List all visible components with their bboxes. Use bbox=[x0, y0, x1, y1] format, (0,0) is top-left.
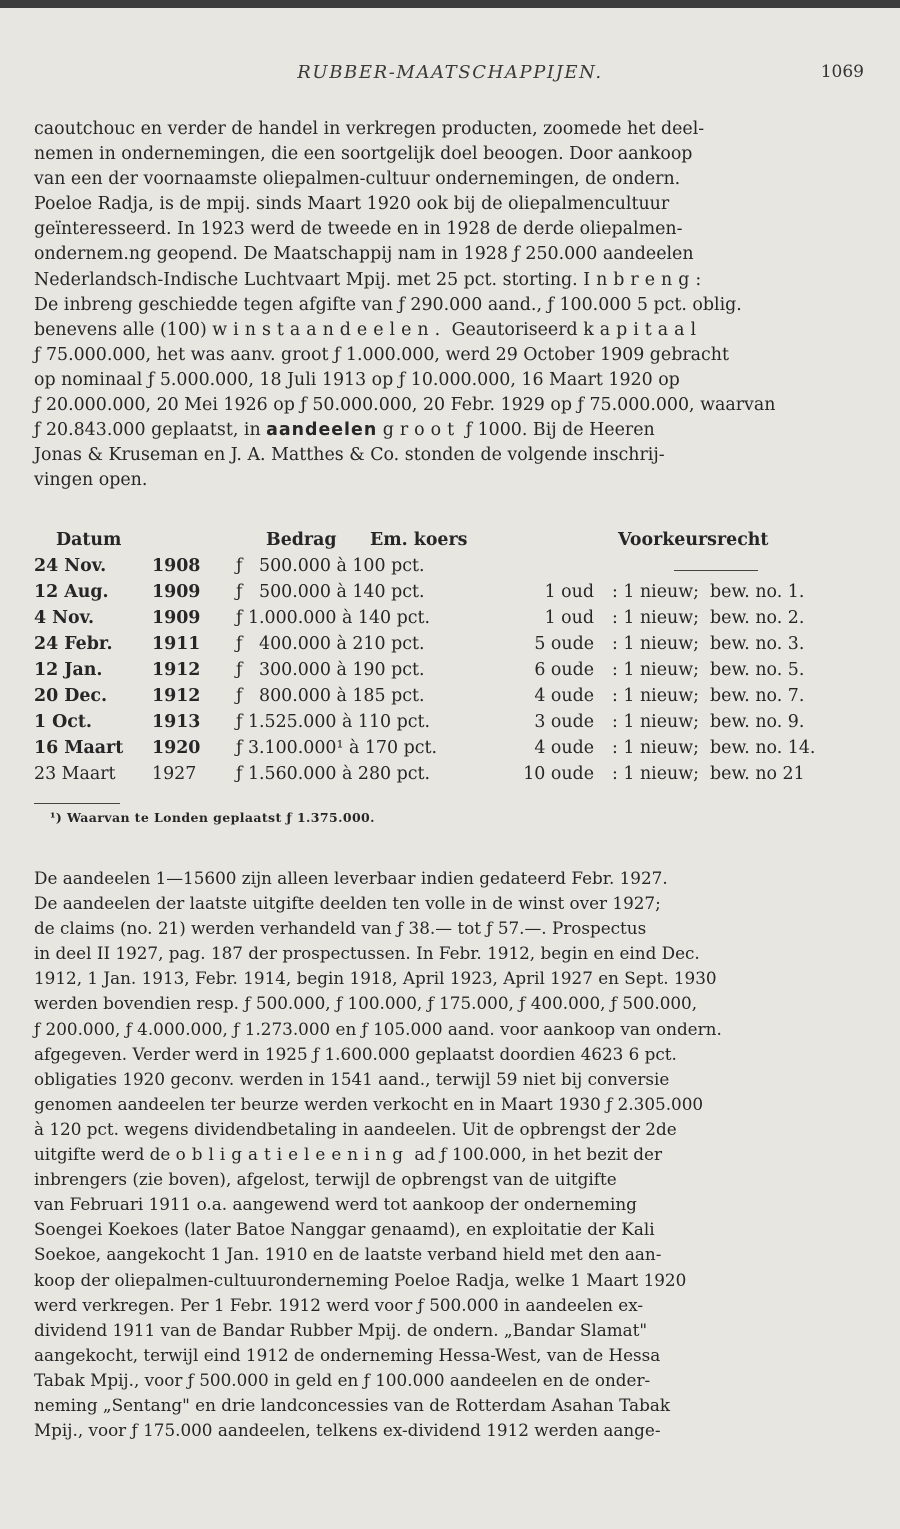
text-segment: ƒ 75.000.000, het was aanv. groot ƒ 1.000.000, werd 29 October 1909 gebracht bbox=[34, 344, 729, 365]
text-segment: benevens alle (100) bbox=[34, 319, 213, 340]
page-number: 1069 bbox=[820, 62, 864, 82]
row-year: 1909 bbox=[152, 582, 201, 602]
text-segment: ƒ 20.000.000, 20 Mei 1926 op ƒ 50.000.000, 20 Febr. 1929 op ƒ 75.000.000, waarvan bbox=[34, 395, 776, 416]
row-amount: ƒ 500.000 à 100 pct. bbox=[236, 556, 425, 576]
text-line bbox=[34, 1067, 866, 1092]
text-line bbox=[34, 142, 866, 167]
row-amount: ƒ 300.000 à 190 pct. bbox=[236, 660, 425, 680]
row-date: 23 Maart bbox=[34, 764, 116, 784]
text-segment: in deel II 1927, pag. 187 der prospectussen. In Febr. 1912, begin en eind Dec. bbox=[34, 943, 700, 964]
text-segment: à 120 pct. wegens dividendbetaling in aandeelen. Uit de opbrengst der 2de bbox=[34, 1118, 677, 1139]
row-date: 12 Jan. bbox=[34, 660, 103, 680]
row-date: 24 Febr. bbox=[34, 634, 113, 654]
row-new-shares: : 1 nieuw; bew. no. 3. bbox=[612, 634, 805, 654]
col-voorkeur: Voorkeursrecht bbox=[618, 530, 769, 550]
row-amount: ƒ 1.560.000 à 280 pct. bbox=[236, 764, 431, 784]
row-date: 16 Maart bbox=[34, 738, 124, 758]
text-line bbox=[34, 393, 866, 418]
row-amount: ƒ 1.000.000 à 140 pct. bbox=[236, 608, 431, 628]
text-line bbox=[34, 941, 866, 966]
col-bedrag: Bedrag bbox=[266, 530, 337, 550]
text-segment: geïnteresseerd. In 1923 werd de tweede en in 1928 de derde oliepalmen- bbox=[34, 219, 683, 240]
text-line bbox=[34, 242, 866, 267]
row-date: 12 Aug. bbox=[34, 582, 109, 602]
row-year: 1911 bbox=[152, 634, 201, 654]
emphasis-text: aandeelen bbox=[266, 420, 378, 441]
row-amount: ƒ 3.100.000¹ à 170 pct. bbox=[236, 738, 437, 758]
row-year: 1927 bbox=[152, 764, 197, 784]
row-old-shares: 5 oude bbox=[534, 634, 594, 654]
text-line bbox=[34, 966, 866, 991]
table-row bbox=[34, 660, 874, 686]
text-line bbox=[34, 1368, 866, 1393]
row-old-shares: 4 oude bbox=[534, 686, 594, 706]
text-segment: van Februari 1911 o.a. aangewend werd tot aankoop der onderneming bbox=[34, 1194, 637, 1215]
text-line bbox=[34, 866, 866, 891]
table-row bbox=[34, 738, 874, 764]
row-year: 1908 bbox=[152, 556, 201, 576]
text-segment: neming „Sentang" en drie landconcessies van de Rotterdam Asahan Tabak bbox=[34, 1394, 670, 1415]
text-line bbox=[34, 1343, 866, 1368]
text-line bbox=[34, 1192, 866, 1217]
text-segment: genomen aandeelen ter beurze werden verkocht en in Maart 1930 ƒ 2.305.000 bbox=[34, 1093, 704, 1114]
text-line bbox=[34, 368, 866, 393]
row-new-shares: : 1 nieuw; bew. no. 9. bbox=[612, 712, 805, 732]
text-line bbox=[34, 117, 866, 142]
text-line bbox=[34, 443, 866, 468]
row-new-shares: : 1 nieuw; bew. no. 5. bbox=[612, 660, 805, 680]
text-line bbox=[34, 293, 866, 318]
table-row bbox=[34, 556, 874, 582]
text-line bbox=[34, 1418, 866, 1443]
row-new-shares: : 1 nieuw; bew. no 21 bbox=[612, 764, 805, 784]
text-segment: Geautoriseerd bbox=[446, 319, 584, 340]
text-segment: De aandeelen der laatste uitgifte deelden ten volle in de winst over 1927; bbox=[34, 893, 661, 914]
text-segment: vingen open. bbox=[34, 470, 148, 491]
text-segment: Mpij., voor ƒ 175.000 aandeelen, telkens ex-dividend 1912 werden aange- bbox=[34, 1420, 661, 1441]
text-line bbox=[34, 1393, 866, 1418]
text-segment: nemen in ondernemingen, die een soortgelijk doel beoogen. Door aankoop bbox=[34, 144, 693, 165]
text-line bbox=[34, 916, 866, 941]
row-old-shares: 4 oude bbox=[534, 738, 594, 758]
text-line bbox=[34, 418, 866, 443]
emphasis-text: obligatieleening bbox=[175, 1144, 409, 1165]
row-amount: ƒ 400.000 à 210 pct. bbox=[236, 634, 425, 654]
row-date: 24 Nov. bbox=[34, 556, 107, 576]
empty-right-dash bbox=[674, 570, 758, 571]
row-old-shares: 1 oud bbox=[544, 582, 594, 602]
table-row bbox=[34, 764, 874, 790]
text-segment: 1912, 1 Jan. 1913, Febr. 1914, begin 1918, April 1923, April 1927 en Sept. 1930 bbox=[34, 968, 717, 989]
text-line bbox=[34, 1042, 866, 1067]
text-segment: werd verkregen. Per 1 Febr. 1912 werd voor ƒ 500.000 in aandeelen ex- bbox=[34, 1294, 644, 1315]
row-old-shares: 1 oud bbox=[544, 608, 594, 628]
emphasis-text: kapitaal bbox=[583, 319, 703, 340]
text-line bbox=[34, 1167, 866, 1192]
paragraph-details bbox=[34, 866, 866, 1443]
text-segment: obligaties 1920 geconv. werden in 1541 aand., terwijl 59 niet bij conversie bbox=[34, 1068, 670, 1089]
subscription-table bbox=[34, 530, 874, 790]
row-amount: ƒ 800.000 à 185 pct. bbox=[236, 686, 425, 706]
text-segment: koop der oliepalmen-cultuuronderneming Poeloe Radja, welke 1 Maart 1920 bbox=[34, 1269, 687, 1290]
text-line bbox=[34, 1217, 866, 1242]
text-segment: ad ƒ 100.000, in het bezit der bbox=[408, 1144, 662, 1165]
text-line bbox=[34, 991, 866, 1016]
running-title: RUBBER-MAATSCHAPPIJEN. bbox=[297, 62, 603, 83]
text-line bbox=[34, 468, 866, 493]
text-line bbox=[34, 1092, 866, 1117]
text-segment: Tabak Mpij., voor ƒ 500.000 in geld en ƒ 100.000 aandeelen en de onder- bbox=[34, 1369, 651, 1390]
text-line bbox=[34, 318, 866, 343]
col-datum: Datum bbox=[56, 530, 122, 550]
table-row bbox=[34, 582, 874, 608]
table-row bbox=[34, 712, 874, 738]
text-segment: inbrengers (zie boven), afgelost, terwijl de opbrengst van de uitgifte bbox=[34, 1169, 617, 1190]
text-segment: van een der voornaamste oliepalmen-cultuur ondernemingen, de ondern. bbox=[34, 169, 681, 190]
row-year: 1920 bbox=[152, 738, 201, 758]
text-line bbox=[34, 1117, 866, 1142]
text-line bbox=[34, 217, 866, 242]
text-line bbox=[34, 891, 866, 916]
table-body bbox=[34, 556, 874, 790]
footnote: ¹) Waarvan te Londen geplaatst ƒ 1.375.000. bbox=[50, 810, 375, 825]
row-old-shares: 6 oude bbox=[534, 660, 594, 680]
text-segment: Soekoe, aangekocht 1 Jan. 1910 en de laatste verband hield met den aan- bbox=[34, 1244, 662, 1265]
text-line bbox=[34, 192, 866, 217]
row-year: 1913 bbox=[152, 712, 201, 732]
text-segment: op nominaal ƒ 5.000.000, 18 Juli 1913 op ƒ 10.000.000, 16 Maart 1920 op bbox=[34, 369, 680, 390]
row-new-shares: : 1 nieuw; bew. no. 14. bbox=[612, 738, 816, 758]
table-row bbox=[34, 608, 874, 634]
row-old-shares: 10 oude bbox=[523, 764, 594, 784]
text-segment: Nederlandsch-Indische Luchtvaart Mpij. met 25 pct. storting. bbox=[34, 269, 584, 290]
row-year: 1909 bbox=[152, 608, 201, 628]
row-new-shares: : 1 nieuw; bew. no. 7. bbox=[612, 686, 805, 706]
emphasis-text: Inbreng: bbox=[583, 269, 708, 290]
text-line bbox=[34, 268, 866, 293]
text-segment: uitgifte werd de bbox=[34, 1144, 176, 1165]
row-new-shares: : 1 nieuw; bew. no. 2. bbox=[612, 608, 805, 628]
row-amount: ƒ 1.525.000 à 110 pct. bbox=[236, 712, 431, 732]
text-segment: werden bovendien resp. ƒ 500.000, ƒ 100.000, ƒ 175.000, ƒ 400.000, ƒ 500.000, bbox=[34, 993, 698, 1014]
text-segment: afgegeven. Verder werd in 1925 ƒ 1.600.000 geplaatst doordien 4623 6 pct. bbox=[34, 1043, 677, 1064]
text-segment: ondernem.ng geopend. De Maatschappij nam in 1928 ƒ 250.000 aandeelen bbox=[34, 244, 694, 265]
row-old-shares: 3 oude bbox=[534, 712, 594, 732]
row-date: 20 Dec. bbox=[34, 686, 108, 706]
page-header bbox=[0, 62, 900, 92]
table-row bbox=[34, 686, 874, 712]
text-line bbox=[34, 1017, 866, 1042]
text-line bbox=[34, 167, 866, 192]
text-line bbox=[34, 1242, 866, 1267]
table-row bbox=[34, 634, 874, 660]
row-date: 1 Oct. bbox=[34, 712, 92, 732]
text-segment: aangekocht, terwijl eind 1912 de onderneming Hessa-West, van de Hessa bbox=[34, 1344, 661, 1365]
text-segment: Soengei Koekoes (later Batoe Nanggar genaamd), en exploitatie der Kali bbox=[34, 1219, 655, 1240]
text-segment: Jonas & Kruseman en J. A. Matthes & Co. stonden de volgende inschrij- bbox=[34, 445, 665, 466]
text-line bbox=[34, 1142, 866, 1167]
emphasis-text: winstaandeelen. bbox=[212, 319, 447, 340]
row-year: 1912 bbox=[152, 686, 201, 706]
text-segment: ƒ 1000. Bij de Heeren bbox=[460, 420, 655, 441]
footnote-rule bbox=[34, 803, 120, 804]
paragraph-intro bbox=[34, 117, 866, 493]
scan-top-edge bbox=[0, 0, 900, 8]
text-segment: ƒ 200.000, ƒ 4.000.000, ƒ 1.273.000 en ƒ 105.000 aand. voor aankoop van ondern. bbox=[34, 1018, 722, 1039]
row-year: 1912 bbox=[152, 660, 201, 680]
text-segment: De inbreng geschiedde tegen afgifte van ƒ 290.000 aand., ƒ 100.000 5 pct. oblig. bbox=[34, 294, 742, 315]
text-line bbox=[34, 1293, 866, 1318]
text-segment: dividend 1911 van de Bandar Rubber Mpij. de ondern. „Bandar Slamat" bbox=[34, 1319, 648, 1340]
text-segment: ƒ 20.843.000 geplaatst, in bbox=[34, 420, 267, 441]
text-segment: Poeloe Radja, is de mpij. sinds Maart 1920 ook bij de oliepalmencultuur bbox=[34, 194, 670, 215]
row-new-shares: : 1 nieuw; bew. no. 1. bbox=[612, 582, 805, 602]
row-amount: ƒ 500.000 à 140 pct. bbox=[236, 582, 425, 602]
text-line bbox=[34, 1318, 866, 1343]
text-segment: de claims (no. 21) werden verhandeld van ƒ 38.— tot ƒ 57.—. Prospectus bbox=[34, 918, 647, 939]
col-koers: Em. koers bbox=[370, 530, 468, 550]
row-date: 4 Nov. bbox=[34, 608, 95, 628]
text-line bbox=[34, 1268, 866, 1293]
text-segment: caoutchouc en verder de handel in verkregen producten, zoomede het deel- bbox=[34, 119, 705, 139]
emphasis-text: groot bbox=[382, 420, 461, 441]
table-header bbox=[34, 530, 874, 556]
text-line bbox=[34, 343, 866, 368]
text-segment: De aandeelen 1—15600 zijn alleen leverbaar indien gedateerd Febr. 1927. bbox=[34, 868, 668, 888]
